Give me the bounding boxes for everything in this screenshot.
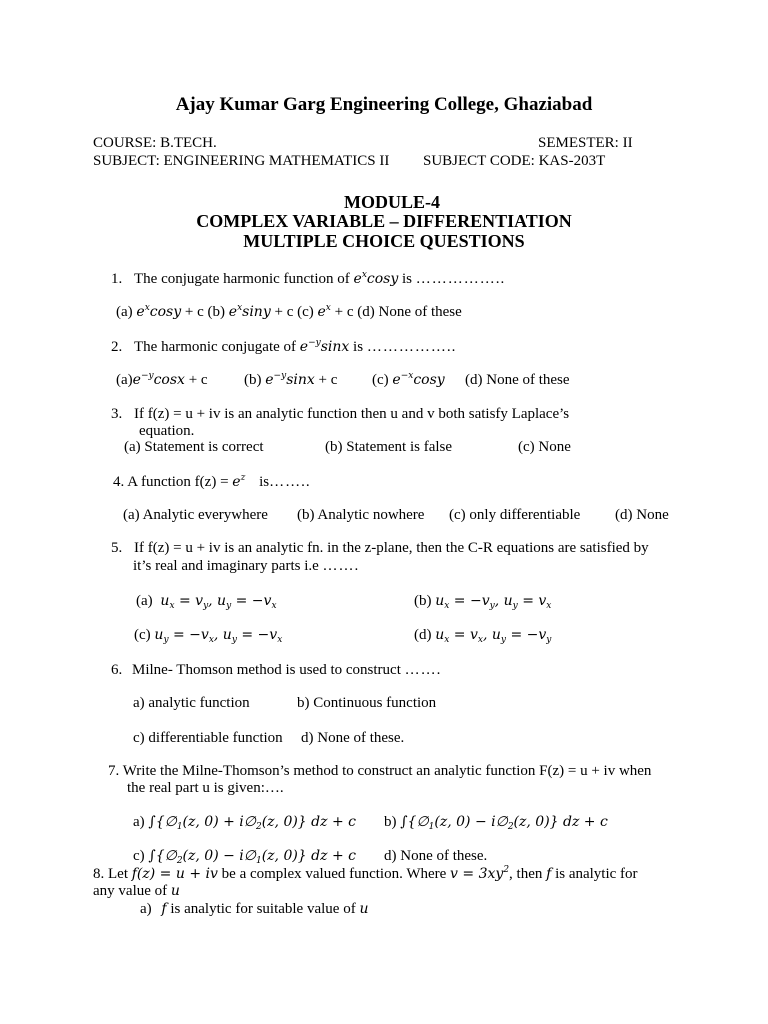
- option-label: (c): [372, 372, 389, 388]
- math-expression: $\int\{\emptyset_2(z$, $0) - i\emptyset_1(z$, 0)} dz + c: [148, 848, 356, 866]
- question-number: 6.: [111, 662, 123, 678]
- question-6-option-b: b) Continuous function: [297, 695, 437, 711]
- question-3-option-c: (c) None: [518, 439, 571, 455]
- module-topic: COMPLEX VARIABLE – DIFFERENTIATION: [196, 211, 572, 231]
- question-number: 1.: [111, 271, 123, 287]
- option-label: a): [133, 814, 145, 830]
- option-label: (c): [134, 627, 151, 643]
- question-7-option-b: [384, 814, 608, 831]
- question-text-tail: is: [402, 271, 413, 287]
- option-tail: + c: [318, 372, 338, 388]
- subject-code: SUBJECT CODE: KAS-203T: [423, 153, 606, 169]
- question-number: 7.: [108, 763, 120, 779]
- option-label: c): [133, 848, 145, 864]
- question-text: A function f(z) =: [127, 474, 229, 490]
- question-text: The conjugate harmonic function of: [134, 271, 350, 287]
- question-7: [108, 763, 651, 780]
- subject: SUBJECT: ENGINEERING MATHEMATICS II: [93, 153, 390, 169]
- question-5-option-d: [414, 627, 551, 644]
- question-6-option-d: d) None of these.: [301, 730, 405, 746]
- question-8: [93, 866, 638, 883]
- question-text: Milne- Thomson method is used to construct: [132, 662, 401, 678]
- question-text: , then: [509, 866, 543, 882]
- question-3-option-b: (b) Statement is false: [325, 439, 453, 455]
- option-label: + c (d) None of these: [334, 304, 462, 320]
- math-expression: $u_x = -v_y$, $u_y = v_x$: [435, 593, 552, 611]
- math-expression: u: [170, 883, 180, 899]
- option-label: (d): [414, 627, 432, 643]
- blank-dots: ……………..: [415, 271, 506, 287]
- math-expression: f(z) = u + iv: [131, 866, 218, 882]
- module-type: MULTIPLE CHOICE QUESTIONS: [243, 231, 525, 251]
- question-number: 2.: [111, 339, 123, 355]
- math-expression: $u_x = v_x$, $u_y = -v_y$: [435, 627, 552, 645]
- question-text: If f(z) = u + iv is an analytic fn. in the z-plane, then the C-R equations are satisfied by: [134, 540, 649, 556]
- question-7-line2: the real part u is given:….: [127, 780, 284, 796]
- question-number: 3.: [111, 406, 123, 422]
- question-3-option-a: (a) Statement is correct: [124, 439, 264, 455]
- question-text: If f(z) = u + iv is an analytic function then u and v both satisfy Laplace’s: [134, 406, 570, 422]
- math-expression: $\int\{\emptyset_1(z$, $0) + i\emptyset_2(z$, 0)} dz + c: [148, 814, 356, 832]
- math-expression: $e^x\sin y$: [228, 303, 271, 320]
- question-text: is analytic for: [555, 866, 638, 882]
- question-number: 5.: [111, 540, 123, 556]
- blank-dots: …….: [322, 558, 360, 574]
- question-text: any value of: [93, 883, 168, 899]
- question-7-option-a: [133, 814, 356, 831]
- question-text: be a complex valued function. Where: [221, 866, 447, 882]
- college-title: Ajay Kumar Garg Engineering College, Ghaziabad: [175, 94, 593, 115]
- option-label: (a): [136, 593, 153, 609]
- question-8-line2: [93, 883, 180, 900]
- option-label: (b): [244, 372, 262, 388]
- question-4: [113, 474, 311, 491]
- question-2-option-c: [372, 372, 445, 389]
- option-label: + c (c): [274, 304, 314, 320]
- option-label: + c (b): [184, 304, 226, 320]
- math-expression: $e^x\cos y$: [136, 303, 182, 320]
- math-expression: u: [359, 901, 369, 917]
- question-7-option-c: [133, 848, 356, 865]
- math-expression: f: [546, 866, 552, 882]
- question-5-option-c: [134, 627, 282, 644]
- blank-dots: …….: [404, 662, 442, 678]
- math-expression: $e^z$: [232, 473, 246, 490]
- question-text: Let: [108, 866, 128, 882]
- question-text: Write the Milne-Thomson’s method to construct an analytic function F(z) = u + iv when: [122, 763, 652, 779]
- option-label: (b): [414, 593, 432, 609]
- math-expression: $e^x$: [317, 303, 331, 320]
- module-number: MODULE-4: [344, 192, 440, 212]
- question-1: [111, 271, 505, 288]
- question-6: [111, 662, 441, 679]
- math-expression: $e^x\cos y$: [353, 270, 399, 287]
- option-label: (a): [116, 372, 133, 388]
- question-4-option-c: (c) only differentiable: [449, 507, 581, 523]
- math-expression: $u_x = v_y$, $u_y = -v_x$: [160, 593, 277, 611]
- math-expression: $e^{-y}\sin x$: [265, 371, 315, 388]
- option-label: (a): [116, 304, 133, 320]
- question-number: 4.: [113, 474, 125, 490]
- question-3-line2: equation.: [139, 423, 195, 439]
- option-label: b): [384, 814, 397, 830]
- question-4-option-b: (b) Analytic nowhere: [297, 507, 425, 523]
- question-3: [111, 406, 569, 423]
- course: COURSE: B.TECH.: [93, 135, 217, 151]
- math-expression: $e^{-y}\sin x$: [299, 338, 350, 355]
- question-text-tail: is: [353, 339, 364, 355]
- question-6-option-c: c) differentiable function: [133, 730, 283, 746]
- math-expression: $e^{-x}\cos y$: [392, 371, 445, 388]
- math-expression: $e^{-y}\cos x$: [132, 371, 185, 388]
- question-1-options: [116, 304, 462, 321]
- question-text-tail: is: [259, 474, 270, 490]
- question-4-option-d: (d) None: [615, 507, 669, 523]
- blank-dots: ……..: [269, 474, 311, 490]
- question-5-option-b: [414, 593, 551, 610]
- question-6-option-a: a) analytic function: [133, 695, 250, 711]
- question-number: 8.: [93, 866, 105, 882]
- question-5-option-a: [136, 593, 277, 610]
- question-4-option-a: (a) Analytic everywhere: [123, 507, 268, 523]
- math-expression: $u_y = -v_x$, $u_y = -v_x$: [154, 627, 283, 645]
- option-tail: + c: [188, 372, 208, 388]
- question-8-option-a: [140, 901, 368, 918]
- question-2-option-b: [244, 372, 337, 389]
- question-2-option-d: (d) None of these: [465, 372, 570, 388]
- option-label: a): [140, 901, 152, 917]
- semester: SEMESTER: II: [538, 135, 633, 151]
- question-text: The harmonic conjugate of: [134, 339, 297, 355]
- math-expression: $\int\{\emptyset_1(z$, $0) - i\emptyset_2(z$, 0)} dz + c: [400, 814, 608, 832]
- blank-dots: ……………..: [366, 339, 457, 355]
- math-expression: $v = 3xy^2$: [450, 865, 510, 882]
- question-5-line2: [133, 558, 359, 575]
- question-2-option-a: [116, 372, 208, 389]
- question-5: [111, 540, 649, 557]
- question-7-option-d: d) None of these.: [384, 848, 488, 864]
- question-text: it’s real and imaginary parts i.e: [133, 558, 319, 574]
- option-text: is analytic for suitable value of: [170, 901, 356, 917]
- question-2: [111, 339, 456, 356]
- math-expression: f: [161, 901, 167, 917]
